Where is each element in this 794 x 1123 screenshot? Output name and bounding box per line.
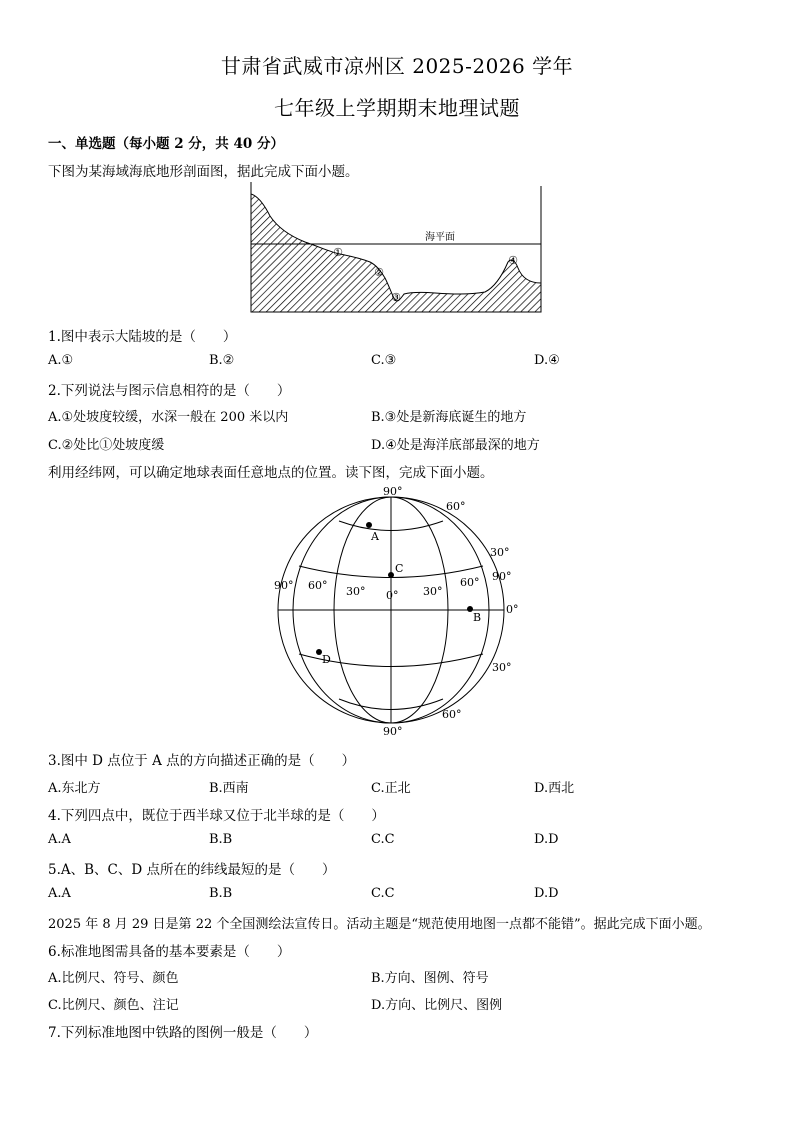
q4-option-b[interactable]: B.B — [209, 832, 233, 847]
question-7-stem: 7.下列标准地图中铁路的图例一般是（ ） — [48, 1025, 318, 1041]
question-5-stem: 5.A、B、C、D 点所在的纬线最短的是（ ） — [48, 862, 336, 878]
q2-option-b[interactable]: B.③处是新海底诞生的地方 — [371, 410, 527, 425]
point-b-label: B — [473, 611, 482, 624]
label-lat-60n: 60° — [446, 500, 466, 513]
q6-option-d[interactable]: D.方向、比例尺、图例 — [371, 998, 503, 1013]
point-c-label: C — [395, 562, 404, 575]
q5-option-b[interactable]: B.B — [209, 886, 233, 901]
marker-1: ① — [333, 246, 343, 259]
label-lat-60s: 60° — [442, 708, 462, 721]
q6-option-c[interactable]: C.比例尺、颜色、注记 — [48, 998, 179, 1013]
globe-graticule-figure — [270, 482, 530, 740]
question-4-stem: 4.下列四点中，既位于西半球又位于北半球的是（ ） — [48, 808, 385, 824]
q5-option-c[interactable]: C.C — [371, 886, 395, 901]
q4-option-d[interactable]: D.D — [534, 832, 559, 847]
q2-option-d[interactable]: D.④处是海洋底部最深的地方 — [371, 438, 540, 453]
q3-option-a[interactable]: A.东北方 — [48, 781, 101, 796]
label-lat-30n: 30° — [490, 546, 510, 559]
q1-option-a[interactable]: A.① — [48, 353, 74, 368]
question-1-stem: 1.图中表示大陆坡的是（ ） — [48, 329, 237, 345]
point-c-dot — [388, 572, 394, 578]
q4-option-a[interactable]: A.A — [48, 832, 71, 847]
q3-option-c[interactable]: C.正北 — [371, 781, 411, 796]
sea-level-label: 海平面 — [425, 232, 455, 243]
exam-title-line2: 七年级上学期期末地理试题 — [274, 96, 520, 120]
q1-option-b[interactable]: B.② — [209, 353, 235, 368]
question-3-stem: 3.图中 D 点位于 A 点的方向描述正确的是（ ） — [48, 753, 356, 769]
marker-3: ③ — [391, 291, 401, 304]
intro-graticule: 利用经纬网，可以确定地球表面任意地点的位置。读下图，完成下面小题。 — [48, 465, 494, 481]
label-lon-90w: 90° — [274, 579, 294, 592]
q3-option-d[interactable]: D.西北 — [534, 781, 575, 796]
exam-title-line1: 甘肃省武威市凉州区 2025-2026 学年 — [220, 54, 574, 78]
marker-4: ④ — [508, 254, 518, 267]
label-lon-60e: 60° — [460, 576, 480, 589]
seabed-profile-figure — [240, 182, 550, 317]
q1-option-d[interactable]: D.④ — [534, 353, 560, 368]
question-6-stem: 6.标准地图需具备的基本要素是（ ） — [48, 944, 291, 960]
q6-option-a[interactable]: A.比例尺、符号、颜色 — [48, 971, 179, 986]
label-lat-30s: 30° — [492, 661, 512, 674]
q2-option-a[interactable]: A.①处坡度较缓，水深一般在 200 米以内 — [48, 410, 289, 425]
label-lon-30e: 30° — [423, 585, 443, 598]
section-heading: 一、单选题（每小题 2 分，共 40 分） — [48, 136, 284, 152]
q6-option-b[interactable]: B.方向、图例、符号 — [371, 971, 489, 986]
intro-mapping-day: 2025 年 8 月 29 日是第 22 个全国测绘法宣传日。活动主题是“规范使用地图一点都不能错”。据此完成下面小题。 — [48, 917, 711, 932]
question-2-stem: 2.下列说法与图示信息相符的是（ ） — [48, 383, 291, 399]
q3-option-b[interactable]: B.西南 — [209, 781, 249, 796]
label-lon-90e: 90° — [492, 570, 512, 583]
q2-option-c[interactable]: C.②处比①处坡度缓 — [48, 438, 165, 453]
q5-option-d[interactable]: D.D — [534, 886, 559, 901]
point-d-label: D — [322, 653, 331, 666]
label-north-pole: 90° — [383, 485, 403, 498]
label-lon-0: 0° — [386, 589, 399, 602]
q1-option-c[interactable]: C.③ — [371, 353, 397, 368]
point-a-label: A — [371, 530, 379, 543]
marker-2: ② — [374, 266, 384, 279]
label-lat-0: 0° — [506, 603, 519, 616]
point-a-dot — [366, 522, 372, 528]
label-lon-60w: 60° — [308, 579, 328, 592]
intro-seabed: 下图为某海域海底地形剖面图，据此完成下面小题。 — [48, 164, 359, 180]
label-south-pole: 90° — [383, 725, 403, 738]
q5-option-a[interactable]: A.A — [48, 886, 71, 901]
label-lon-30w: 30° — [346, 585, 366, 598]
q4-option-c[interactable]: C.C — [371, 832, 395, 847]
